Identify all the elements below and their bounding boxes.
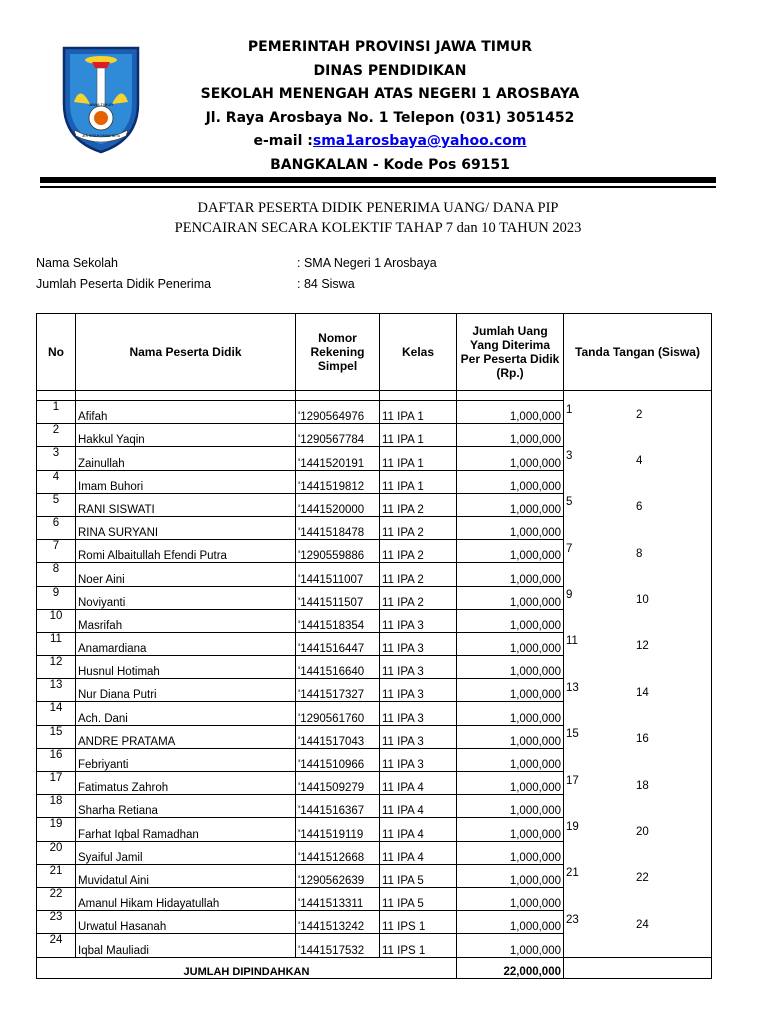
email-label: e-mail : [253, 133, 313, 149]
east-java-emblem-logo [60, 44, 142, 154]
signature-number-even: 18 [636, 779, 649, 792]
signature-number-even: 14 [636, 686, 649, 699]
table-row [37, 586, 712, 609]
account-number: '1290564976 [296, 401, 380, 424]
row-number: 21 [37, 864, 76, 887]
table-row [37, 818, 712, 841]
table-row [37, 447, 712, 470]
signature-number-even: 8 [636, 547, 643, 560]
document-title-line1: DAFTAR PESERTA DIDIK PENERIMA UANG/ DANA PIP [197, 200, 559, 216]
header-signature: Tanda Tangan (Siswa) [564, 314, 712, 391]
amount-received: 1,000,000 [457, 424, 564, 447]
signature-number-even: 12 [636, 640, 649, 653]
signature-cell[interactable] [564, 493, 712, 539]
row-number: 4 [37, 470, 76, 493]
row-number: 17 [37, 772, 76, 795]
student-name: Husnul Hotimah [76, 656, 296, 679]
account-number: '1441511507 [296, 586, 380, 609]
student-name: Noviyanti [76, 586, 296, 609]
row-number: 6 [37, 516, 76, 539]
student-name: Nur Diana Putri [76, 679, 296, 702]
student-name: RINA SURYANI [76, 516, 296, 539]
amount-received: 1,000,000 [457, 679, 564, 702]
total-amount: 22,000,000 [457, 957, 564, 978]
class-name: 11 IPA 2 [380, 540, 457, 563]
account-number: '1441517327 [296, 679, 380, 702]
class-name: 11 IPA 2 [380, 493, 457, 516]
letterhead-line-government: PEMERINTAH PROVINSI JAWA TIMUR [247, 39, 533, 55]
school-name-value: : SMA Negeri 1 Arosbaya [297, 256, 437, 270]
letterhead [150, 36, 630, 177]
student-name: ANDRE PRATAMA [76, 725, 296, 748]
class-name: 11 IPA 1 [380, 401, 457, 424]
table-row [37, 864, 712, 887]
signature-number-odd: 1 [566, 403, 573, 416]
student-name: Afifah [76, 401, 296, 424]
row-number: 13 [37, 679, 76, 702]
table-spacer-row [37, 391, 712, 401]
class-name: 11 IPA 3 [380, 679, 457, 702]
signature-number-even: 4 [636, 454, 643, 467]
signature-number-even: 20 [636, 825, 649, 838]
class-name: 11 IPA 2 [380, 563, 457, 586]
signature-cell[interactable] [564, 679, 712, 725]
row-number: 18 [37, 795, 76, 818]
logo-text: JAWA TIMUR [88, 102, 114, 107]
row-number: 2 [37, 424, 76, 447]
signature-cell[interactable] [564, 818, 712, 864]
row-number: 12 [37, 656, 76, 679]
table-row [37, 725, 712, 748]
signature-number-even: 10 [636, 594, 649, 606]
account-number: '1441520191 [296, 447, 380, 470]
class-name: 11 IPA 3 [380, 725, 457, 748]
amount-received: 1,000,000 [457, 656, 564, 679]
student-name: Anamardiana [76, 632, 296, 655]
signature-number-even: 16 [636, 733, 649, 746]
amount-received: 1,000,000 [457, 586, 564, 609]
class-name: 11 IPA 4 [380, 841, 457, 864]
amount-received: 1,000,000 [457, 609, 564, 632]
student-name: Sharha Retiana [76, 795, 296, 818]
class-name: 11 IPA 4 [380, 772, 457, 795]
student-name: Muvidatul Aini [76, 864, 296, 887]
signature-number-odd: 23 [566, 913, 579, 926]
table-row [37, 679, 712, 702]
class-name: 11 IPS 1 [380, 934, 457, 957]
row-number: 24 [37, 934, 76, 957]
amount-received: 1,000,000 [457, 795, 564, 818]
account-number: '1441519119 [296, 818, 380, 841]
row-number: 3 [37, 447, 76, 470]
table-row [37, 772, 712, 795]
account-number: '1441513311 [296, 887, 380, 910]
account-number: '1290559886 [296, 540, 380, 563]
row-number: 19 [37, 818, 76, 841]
document-title [40, 198, 716, 238]
signature-number-odd: 5 [566, 496, 573, 509]
signature-number-even: 6 [636, 501, 643, 514]
student-name: Noer Aini [76, 563, 296, 586]
class-name: 11 IPA 2 [380, 516, 457, 539]
account-number: '1441517532 [296, 934, 380, 957]
amount-received: 1,000,000 [457, 864, 564, 887]
account-number: '1441516447 [296, 632, 380, 655]
table-row [37, 540, 712, 563]
letterhead-line-school: SEKOLAH MENENGAH ATAS NEGERI 1 AROSBAYA [200, 86, 580, 102]
student-name: Syaiful Jamil [76, 841, 296, 864]
signature-number-odd: 11 [566, 635, 578, 648]
letterhead-divider-thick [40, 177, 716, 183]
signature-number-even: 2 [636, 408, 643, 421]
account-number: '1290561760 [296, 702, 380, 725]
signature-cell[interactable] [564, 772, 712, 818]
row-number: 16 [37, 748, 76, 771]
account-number: '1441518354 [296, 609, 380, 632]
header-account-number: Nomor Rekening Simpel [296, 314, 380, 391]
row-number: 15 [37, 725, 76, 748]
amount-received: 1,000,000 [457, 401, 564, 424]
signature-number-odd: 9 [566, 589, 573, 601]
amount-received: 1,000,000 [457, 934, 564, 957]
signature-number-odd: 3 [566, 449, 573, 462]
header-class: Kelas [380, 314, 457, 391]
row-number: 5 [37, 493, 76, 516]
recipient-count-label: Jumlah Peserta Didik Penerima [36, 277, 212, 291]
account-number: '1441509279 [296, 772, 380, 795]
account-number: '1290567784 [296, 424, 380, 447]
amount-received: 1,000,000 [457, 563, 564, 586]
class-name: 11 IPA 3 [380, 748, 457, 771]
row-number: 8 [37, 563, 76, 586]
signature-cell[interactable] [564, 586, 712, 632]
student-name: Imam Buhori [76, 470, 296, 493]
class-name: 11 IPA 3 [380, 609, 457, 632]
document-title-line2: PENCAIRAN SECARA KOLEKTIF TAHAP 7 dan 10 TAHUN 2023 [174, 220, 582, 236]
account-number: '1441519812 [296, 470, 380, 493]
amount-received: 1,000,000 [457, 540, 564, 563]
amount-received: 1,000,000 [457, 702, 564, 725]
student-name: Urwatul Hasanah [76, 911, 296, 934]
row-number: 20 [37, 841, 76, 864]
table-row [37, 911, 712, 934]
amount-received: 1,000,000 [457, 493, 564, 516]
letterhead-line-address: Jl. Raya Arosbaya No. 1 Telepon (031) 3051452 [205, 109, 575, 126]
row-number: 23 [37, 911, 76, 934]
account-number: '1441518478 [296, 516, 380, 539]
amount-received: 1,000,000 [457, 911, 564, 934]
table-header-row [37, 314, 712, 391]
amount-received: 1,000,000 [457, 470, 564, 493]
student-name: Hakkul Yaqin [76, 424, 296, 447]
signature-number-odd: 15 [566, 728, 579, 741]
header-no: No [37, 314, 76, 391]
signature-cell[interactable] [564, 911, 712, 957]
class-name: 11 IPA 1 [380, 424, 457, 447]
student-name: Masrifah [76, 609, 296, 632]
row-number: 11 [37, 632, 76, 655]
logo-motto: JER BASUKI MAWA BEYA [81, 134, 121, 138]
table-total-row [37, 957, 712, 978]
class-name: 11 IPA 1 [380, 470, 457, 493]
class-name: 11 IPS 1 [380, 911, 457, 934]
recipient-table [36, 313, 712, 979]
email-link[interactable]: sma1arosbaya@yahoo.com [312, 133, 527, 149]
class-name: 11 IPA 4 [380, 818, 457, 841]
recipient-count-value: : 84 Siswa [297, 277, 355, 291]
class-name: 11 IPA 1 [380, 447, 457, 470]
amount-received: 1,000,000 [457, 516, 564, 539]
letterhead-line-email [150, 130, 630, 154]
student-name: Ach. Dani [76, 702, 296, 725]
table-body [37, 391, 712, 979]
account-number: '1441517043 [296, 725, 380, 748]
amount-received: 1,000,000 [457, 725, 564, 748]
amount-received: 1,000,000 [457, 841, 564, 864]
student-name: Farhat Iqbal Ramadhan [76, 818, 296, 841]
class-name: 11 IPA 3 [380, 656, 457, 679]
account-number: '1441510966 [296, 748, 380, 771]
amount-received: 1,000,000 [457, 748, 564, 771]
total-signature-empty [564, 957, 712, 978]
class-name: 11 IPA 5 [380, 864, 457, 887]
signature-cell[interactable] [564, 401, 712, 447]
amount-received: 1,000,000 [457, 632, 564, 655]
account-number: '1441516367 [296, 795, 380, 818]
header-amount: Jumlah Uang Yang Diterima Per Peserta Didik (Rp.) [457, 314, 564, 391]
header-student-name: Nama Peserta Didik [76, 314, 296, 391]
student-name: Febriyanti [76, 748, 296, 771]
row-number: 10 [37, 609, 76, 632]
account-number: '1441513242 [296, 911, 380, 934]
account-number: '1290562639 [296, 864, 380, 887]
amount-received: 1,000,000 [457, 447, 564, 470]
student-name: Romi Albaitullah Efendi Putra [76, 540, 296, 563]
row-number: 7 [37, 540, 76, 563]
signature-cell[interactable] [564, 540, 712, 586]
letterhead-line-department: DINAS PENDIDIKAN [313, 62, 467, 79]
signature-cell[interactable] [564, 447, 712, 493]
class-name: 11 IPA 5 [380, 887, 457, 910]
student-name: RANI SISWATI [76, 493, 296, 516]
signature-number-odd: 13 [566, 681, 579, 694]
table-row [37, 401, 712, 424]
table-row [37, 493, 712, 516]
signature-number-odd: 21 [566, 867, 579, 880]
account-number: '1441511007 [296, 563, 380, 586]
student-name: Fatimatus Zahroh [76, 772, 296, 795]
signature-number-odd: 19 [566, 820, 579, 833]
signature-number-even: 24 [636, 918, 649, 931]
account-number: '1441520000 [296, 493, 380, 516]
amount-received: 1,000,000 [457, 887, 564, 910]
student-name: Amanul Hikam Hidayatullah [76, 887, 296, 910]
student-name: Zainullah [76, 447, 296, 470]
signature-cell[interactable] [564, 632, 712, 678]
student-name: Iqbal Mauliadi [76, 934, 296, 957]
row-number: 9 [37, 586, 76, 609]
class-name: 11 IPA 3 [380, 702, 457, 725]
signature-number-odd: 17 [566, 774, 579, 787]
letterhead-line-city: BANGKALAN - Kode Pos 69151 [270, 156, 510, 173]
row-number: 22 [37, 887, 76, 910]
signature-cell[interactable] [564, 864, 712, 910]
signature-number-even: 22 [636, 872, 649, 885]
row-number: 1 [37, 401, 76, 424]
class-name: 11 IPA 4 [380, 795, 457, 818]
school-name-label: Nama Sekolah [36, 256, 118, 270]
account-number: '1441512668 [296, 841, 380, 864]
signature-number-odd: 7 [566, 542, 573, 555]
letterhead-divider-thin [40, 186, 716, 188]
total-label: JUMLAH DIPINDAHKAN [37, 957, 457, 978]
amount-received: 1,000,000 [457, 818, 564, 841]
row-number: 14 [37, 702, 76, 725]
table-row [37, 632, 712, 655]
account-number: '1441516640 [296, 656, 380, 679]
class-name: 11 IPA 2 [380, 586, 457, 609]
signature-cell[interactable] [564, 725, 712, 771]
class-name: 11 IPA 3 [380, 632, 457, 655]
amount-received: 1,000,000 [457, 772, 564, 795]
